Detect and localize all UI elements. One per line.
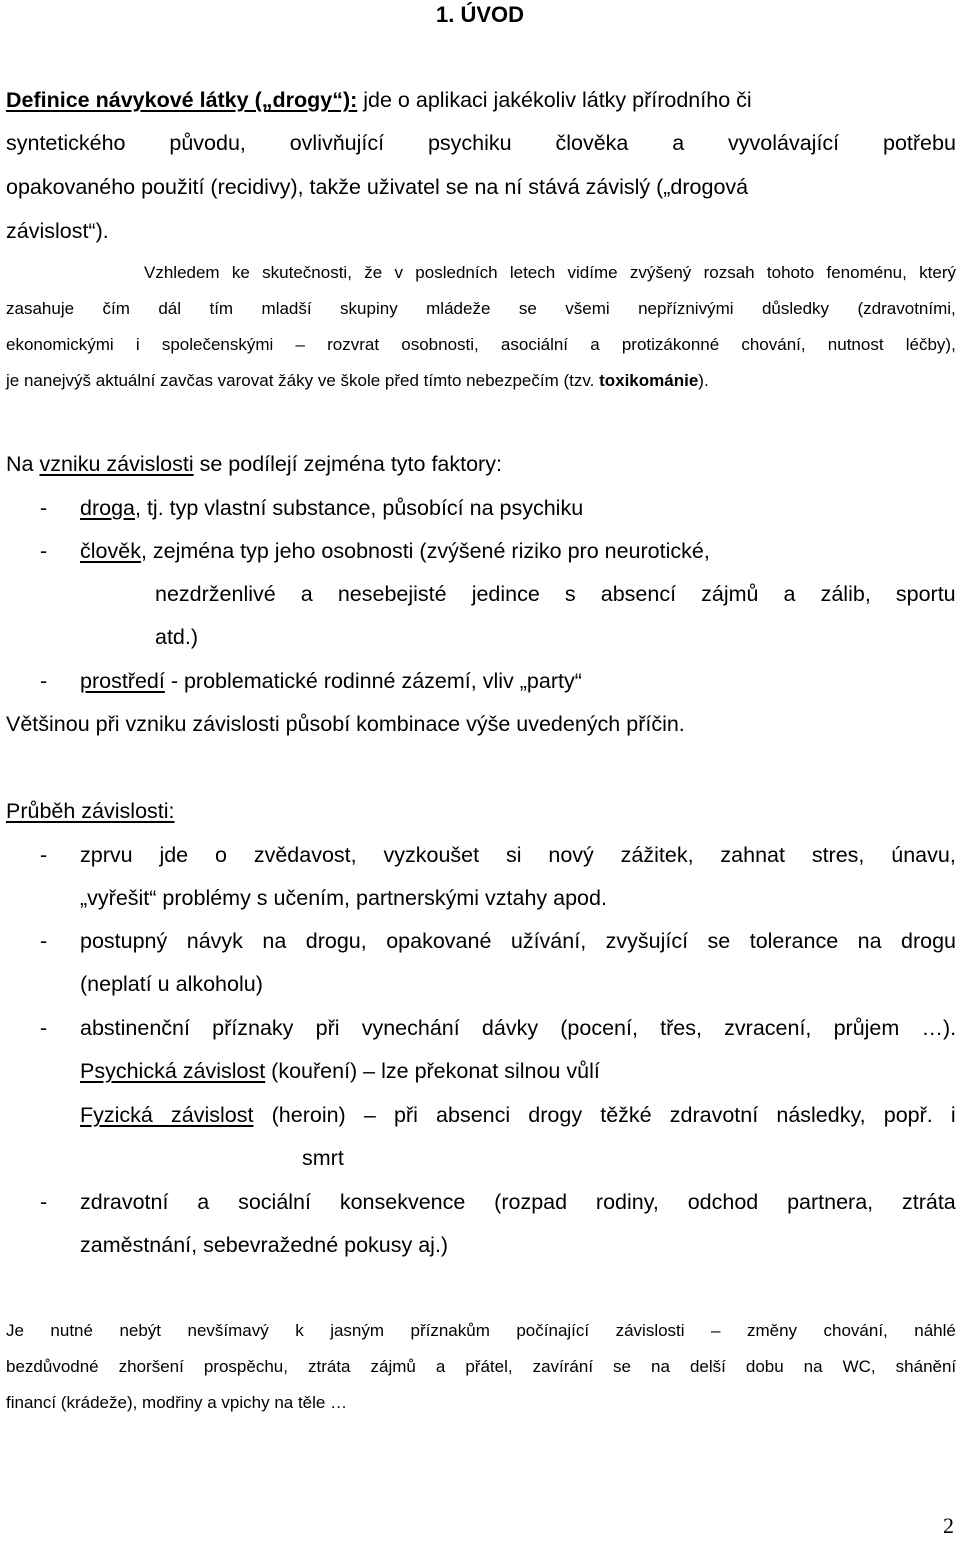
factor-key: člověk — [80, 539, 141, 563]
list-dash: - — [40, 1016, 48, 1040]
physical-dependence-cont: smrt — [302, 1146, 344, 1170]
word: syntetického — [6, 131, 126, 155]
word: člověka — [555, 131, 629, 155]
progress-item-2: postupný návyk na drogu, opakované užívání, zvyšující se tolerance na drogu — [80, 929, 957, 953]
definition-line-3: opakovaného použití (recidivy), takže uživatel se na ní stává závislý („drogová — [6, 175, 749, 199]
factor-item-clovek-cont-1: nezdrženlivé a nesebejisté jedince s absencí zájmů a zálib, sportu — [155, 582, 956, 606]
context-line-2: zasahuje čím dál tím mladší skupiny mládeže se všemi nepříznivými důsledky (zdravotními, — [6, 299, 956, 318]
list-dash: - — [40, 669, 48, 693]
signs-line-2: bezdůvodné zhoršení prospěchu, ztráta zájmů a přátel, zavírání se na delší dobu na WC, shánění — [6, 1357, 957, 1376]
factors-text: se podílejí zejména tyto faktory: — [199, 452, 502, 476]
context-line-3: ekonomickými i společenskými – rozvrat osobnosti, asociální a protizákonné chování, nutnost léčby), — [6, 335, 956, 354]
progress-item-1: zprvu jde o zvědavost, vyzkoušet si nový zážitek, zahnat stres, únavu, — [80, 843, 956, 867]
physical-dependence-text: (heroin) – při absenci drogy těžké zdravotní následky, popř. i — [253, 1103, 956, 1127]
factor-item-prostredi — [80, 669, 582, 694]
list-dash: - — [40, 929, 48, 953]
psychic-dependence-term: Psychická závislost — [80, 1059, 266, 1083]
factor-key: droga — [80, 496, 135, 520]
psychic-dependence — [80, 1059, 600, 1084]
word: ovlivňující — [289, 131, 385, 155]
definition-line-4: závislost“). — [6, 219, 109, 243]
definition-text: jde o aplikaci jakékoliv látky přírodního či — [363, 88, 752, 112]
psychic-dependence-text: (kouření) – lze překonat silnou vůlí — [265, 1059, 600, 1083]
progress-item-3: abstinenční příznaky při vynechání dávky (pocení, třes, zvracení, průjem …). — [80, 1016, 957, 1040]
list-dash: - — [40, 843, 48, 867]
definition-line-1 — [6, 88, 956, 113]
context-text: je nanejvýš aktuální zavčas varovat žáky ve škole před tímto nebezpečím (tzv. — [6, 371, 595, 390]
word: a — [672, 131, 685, 155]
signs-line-3: financí (krádeže), modřiny a vpichy na těle … — [6, 1393, 348, 1412]
page-title: 1. ÚVOD — [435, 2, 525, 27]
word: původu, — [169, 131, 246, 155]
factor-item-droga — [80, 496, 583, 521]
definition-term: Definice návykové látky („drogy“): — [6, 88, 358, 112]
definition-line-2 — [6, 131, 956, 156]
physical-dependence — [80, 1103, 956, 1128]
progress-title: Průběh závislosti: — [6, 799, 175, 823]
progress-item-2-cont: (neplatí u alkoholu) — [80, 972, 263, 996]
progress-item-4: zdravotní a sociální konsekvence (rozpad rodiny, odchod partnera, ztráta — [80, 1190, 956, 1214]
factor-text: , zejména typ jeho osobnosti (zvýšené riziko pro neurotické, — [140, 539, 710, 563]
signs-line-1: Je nutné nebýt nevšímavý k jasným příznakům počínající závislosti – změny chování, náhlé — [6, 1321, 956, 1340]
factors-text: Na — [6, 452, 34, 476]
context-line-1: Vzhledem ke skutečnosti, že v posledních letech vidíme zvýšený rozsah tohoto fenoménu, který — [144, 263, 956, 282]
factors-conclusion: Většinou při vzniku závislosti působí kombinace výše uvedených příčin. — [6, 712, 685, 736]
context-line-4 — [6, 371, 709, 391]
page-number: 2 — [943, 1513, 954, 1538]
list-dash: - — [40, 496, 48, 520]
factor-key: prostředí — [80, 669, 165, 693]
factor-item-clovek-cont-2: atd.) — [155, 625, 199, 649]
progress-item-1-cont: „vyřešit“ problémy s učením, partnerskými vztahy apod. — [80, 886, 607, 910]
list-dash: - — [40, 1190, 48, 1214]
factor-text: - problematické rodinné zázemí, vliv „party“ — [164, 669, 582, 693]
word: potřebu — [883, 131, 956, 155]
context-text: ). — [698, 371, 709, 390]
physical-dependence-term: Fyzická závislost — [80, 1103, 254, 1127]
context-keyword: toxikománie — [599, 371, 699, 390]
factors-underlined: vzniku závislosti — [39, 452, 194, 476]
factor-item-clovek — [80, 539, 956, 564]
word: psychiku — [427, 131, 512, 155]
factors-intro — [6, 452, 502, 477]
list-dash: - — [40, 539, 48, 563]
word: vyvolávající — [728, 131, 840, 155]
progress-item-4-cont: zaměstnání, sebevražedné pokusy aj.) — [80, 1233, 449, 1257]
factor-text: , tj. typ vlastní substance, působící na psychiku — [135, 496, 584, 520]
